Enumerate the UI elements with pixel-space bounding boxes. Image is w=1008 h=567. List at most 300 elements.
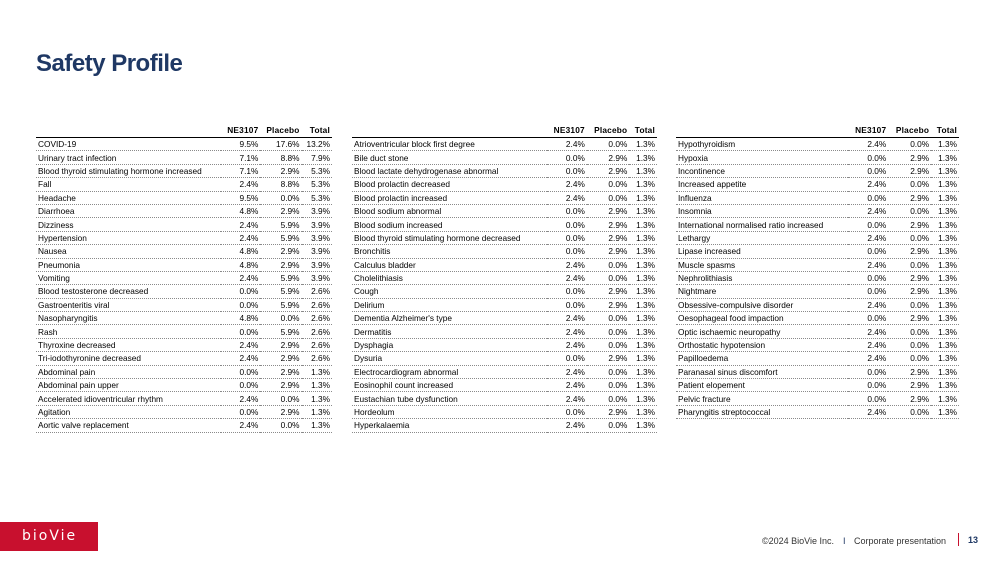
- event-name: Vomiting: [36, 271, 221, 284]
- ne3107-value: 2.4%: [547, 258, 587, 271]
- ne3107-value: 0.0%: [848, 312, 888, 325]
- event-name: Pneumonia: [36, 258, 221, 271]
- placebo-value: 17.6%: [260, 138, 301, 151]
- placebo-value: 0.0%: [888, 298, 931, 311]
- total-value: 2.6%: [302, 325, 332, 338]
- event-name: Incontinence: [676, 164, 848, 177]
- placebo-value: 0.0%: [260, 419, 301, 432]
- placebo-value: 0.0%: [888, 352, 931, 365]
- placebo-value: 2.9%: [888, 365, 931, 378]
- total-value: 1.3%: [931, 365, 959, 378]
- ne3107-value: 0.0%: [547, 164, 587, 177]
- placebo-value: 0.0%: [587, 392, 629, 405]
- table-row: [352, 338, 657, 351]
- table-row: [676, 379, 959, 392]
- total-value: 1.3%: [931, 312, 959, 325]
- event-name: Dementia Alzheimer's type: [352, 312, 547, 325]
- total-value: 1.3%: [629, 231, 657, 244]
- table-row: [676, 405, 959, 418]
- ne3107-value: 0.0%: [848, 285, 888, 298]
- placebo-value: 0.0%: [888, 258, 931, 271]
- event-name: International normalised ratio increased: [676, 218, 848, 231]
- safety-table-1: [36, 124, 332, 433]
- table-row: [676, 151, 959, 164]
- total-value: 2.6%: [302, 298, 332, 311]
- ne3107-value: 0.0%: [221, 379, 260, 392]
- table-row: [352, 178, 657, 191]
- table-row: [676, 231, 959, 244]
- total-value: 1.3%: [629, 379, 657, 392]
- event-name: Blood thyroid stimulating hormone increased: [36, 164, 221, 177]
- table-row: [36, 419, 332, 432]
- ne3107-value: 4.8%: [221, 312, 260, 325]
- placebo-value: 2.9%: [587, 298, 629, 311]
- total-value: 1.3%: [629, 164, 657, 177]
- event-name: Electrocardiogram abnormal: [352, 365, 547, 378]
- event-name: Atrioventricular block first degree: [352, 138, 547, 151]
- event-name: Increased appetite: [676, 178, 848, 191]
- placebo-value: 0.0%: [587, 271, 629, 284]
- event-name: Dizziness: [36, 218, 221, 231]
- event-name: Urinary tract infection: [36, 151, 221, 164]
- table-row: [36, 325, 332, 338]
- event-name: Accelerated idioventricular rhythm: [36, 392, 221, 405]
- placebo-value: 2.9%: [260, 258, 301, 271]
- placebo-value: 5.9%: [260, 271, 301, 284]
- ne3107-value: 0.0%: [547, 285, 587, 298]
- ne3107-value: 0.0%: [547, 298, 587, 311]
- placebo-value: 2.9%: [888, 312, 931, 325]
- event-name: Headache: [36, 191, 221, 204]
- table-row: [352, 164, 657, 177]
- ne3107-value: 2.4%: [547, 392, 587, 405]
- event-name: Rash: [36, 325, 221, 338]
- footer-separator: I: [843, 536, 846, 546]
- event-name: Nasopharyngitis: [36, 312, 221, 325]
- header-placebo: Placebo: [895, 125, 930, 135]
- event-name: Gastroenteritis viral: [36, 298, 221, 311]
- event-name: Patient elopement: [676, 379, 848, 392]
- table-row: [352, 298, 657, 311]
- table-row: [676, 138, 959, 151]
- table-row: [676, 245, 959, 258]
- ne3107-value: 0.0%: [848, 218, 888, 231]
- total-value: 1.3%: [629, 178, 657, 191]
- total-value: 2.6%: [302, 285, 332, 298]
- table-row: [352, 191, 657, 204]
- header-placebo: Placebo: [594, 125, 628, 135]
- event-name: Hypertension: [36, 231, 221, 244]
- table-row: [352, 419, 657, 432]
- placebo-value: 0.0%: [888, 204, 931, 217]
- event-name: Blood thyroid stimulating hormone decreased: [352, 231, 547, 244]
- ne3107-value: 2.4%: [547, 271, 587, 284]
- total-value: 5.3%: [302, 164, 332, 177]
- event-name: Nausea: [36, 245, 221, 258]
- ne3107-value: 2.4%: [547, 312, 587, 325]
- event-name: Nephrolithiasis: [676, 271, 848, 284]
- total-value: 1.3%: [931, 151, 959, 164]
- event-name: Oesophageal food impaction: [676, 312, 848, 325]
- total-value: 1.3%: [302, 419, 332, 432]
- event-name: Pelvic fracture: [676, 392, 848, 405]
- placebo-value: 5.9%: [260, 298, 301, 311]
- ne3107-value: 0.0%: [547, 405, 587, 418]
- total-value: 1.3%: [302, 365, 332, 378]
- placebo-value: 2.9%: [587, 352, 629, 365]
- total-value: 3.9%: [302, 218, 332, 231]
- total-value: 1.3%: [629, 271, 657, 284]
- event-name: Eustachian tube dysfunction: [352, 392, 547, 405]
- table-row: [352, 204, 657, 217]
- total-value: 1.3%: [302, 392, 332, 405]
- placebo-value: 2.9%: [888, 191, 931, 204]
- total-value: 2.6%: [302, 352, 332, 365]
- logo-text: bioVie: [22, 528, 78, 544]
- table-row: [36, 218, 332, 231]
- table-row: [352, 325, 657, 338]
- event-name: Lipase increased: [676, 245, 848, 258]
- header-event: [36, 124, 221, 138]
- table-row: [352, 258, 657, 271]
- total-value: 1.3%: [931, 298, 959, 311]
- placebo-value: 0.0%: [587, 191, 629, 204]
- event-name: Blood sodium abnormal: [352, 204, 547, 217]
- total-value: 1.3%: [629, 352, 657, 365]
- event-name: Cough: [352, 285, 547, 298]
- footer-divider: [958, 533, 959, 546]
- ne3107-value: 9.5%: [221, 138, 260, 151]
- table-row: [676, 178, 959, 191]
- total-value: 1.3%: [931, 178, 959, 191]
- table-row: [676, 312, 959, 325]
- table-row: [676, 204, 959, 217]
- event-name: Insomnia: [676, 204, 848, 217]
- table-row: [676, 338, 959, 351]
- ne3107-value: 0.0%: [848, 271, 888, 284]
- total-value: 1.3%: [931, 392, 959, 405]
- placebo-value: 2.9%: [888, 379, 931, 392]
- placebo-value: 0.0%: [587, 258, 629, 271]
- table-row: [36, 271, 332, 284]
- placebo-value: 2.9%: [587, 245, 629, 258]
- total-value: 3.9%: [302, 245, 332, 258]
- ne3107-value: 0.0%: [221, 298, 260, 311]
- event-name: Lethargy: [676, 231, 848, 244]
- event-name: Diarrhoea: [36, 204, 221, 217]
- placebo-value: 2.9%: [888, 245, 931, 258]
- placebo-value: 8.8%: [260, 178, 301, 191]
- total-value: 1.3%: [931, 271, 959, 284]
- ne3107-value: 0.0%: [547, 231, 587, 244]
- table-row: [36, 231, 332, 244]
- header-ne3107: NE3107: [553, 125, 585, 135]
- total-value: 1.3%: [629, 325, 657, 338]
- event-name: Hypoxia: [676, 151, 848, 164]
- ne3107-value: 0.0%: [221, 285, 260, 298]
- table-row: [36, 138, 332, 151]
- placebo-value: 8.8%: [260, 151, 301, 164]
- placebo-value: 0.0%: [587, 419, 629, 432]
- event-name: Blood testosterone decreased: [36, 285, 221, 298]
- table-row: [36, 178, 332, 191]
- event-name: Dysphagia: [352, 338, 547, 351]
- event-name: Hypothyroidism: [676, 138, 848, 151]
- event-name: Tri-iodothyronine decreased: [36, 352, 221, 365]
- total-value: 1.3%: [629, 298, 657, 311]
- event-name: Blood prolactin decreased: [352, 178, 547, 191]
- ne3107-value: 2.4%: [221, 352, 260, 365]
- placebo-value: 2.9%: [260, 352, 301, 365]
- total-value: 1.3%: [629, 151, 657, 164]
- ne3107-value: 2.4%: [848, 298, 888, 311]
- ne3107-value: 0.0%: [848, 245, 888, 258]
- total-value: 1.3%: [629, 204, 657, 217]
- total-value: 1.3%: [931, 338, 959, 351]
- placebo-value: 0.0%: [260, 191, 301, 204]
- ne3107-value: 2.4%: [221, 338, 260, 351]
- placebo-value: 2.9%: [260, 405, 301, 418]
- page-number: 13: [968, 535, 979, 545]
- event-name: Cholelithiasis: [352, 271, 547, 284]
- placebo-value: 0.0%: [587, 138, 629, 151]
- ne3107-value: 7.1%: [221, 164, 260, 177]
- ne3107-value: 2.4%: [221, 419, 260, 432]
- ne3107-value: 0.0%: [848, 164, 888, 177]
- event-name: Calculus bladder: [352, 258, 547, 271]
- table-row: [36, 312, 332, 325]
- total-value: 1.3%: [629, 191, 657, 204]
- total-value: 1.3%: [629, 218, 657, 231]
- table-row: [36, 338, 332, 351]
- footer-presentation-label: Corporate presentation: [854, 536, 947, 546]
- ne3107-value: 4.8%: [221, 204, 260, 217]
- table-row: [36, 258, 332, 271]
- header-event: [676, 124, 848, 138]
- ne3107-value: 0.0%: [848, 365, 888, 378]
- event-name: Orthostatic hypotension: [676, 338, 848, 351]
- total-value: 1.3%: [931, 325, 959, 338]
- total-value: 1.3%: [931, 352, 959, 365]
- total-value: 1.3%: [629, 392, 657, 405]
- total-value: 1.3%: [931, 164, 959, 177]
- table-row: [676, 164, 959, 177]
- footer-copyright: ©2024 BioVie Inc.: [761, 536, 834, 546]
- total-value: 1.3%: [629, 312, 657, 325]
- ne3107-value: 2.4%: [848, 338, 888, 351]
- event-name: Delirium: [352, 298, 547, 311]
- event-name: Dysuria: [352, 352, 547, 365]
- ne3107-value: 0.0%: [848, 151, 888, 164]
- table-row: [676, 271, 959, 284]
- total-value: 1.3%: [629, 338, 657, 351]
- total-value: 3.9%: [302, 258, 332, 271]
- total-value: 13.2%: [302, 138, 332, 151]
- total-value: 3.9%: [302, 231, 332, 244]
- table-row: [36, 245, 332, 258]
- placebo-value: 0.0%: [888, 338, 931, 351]
- ne3107-value: 0.0%: [848, 191, 888, 204]
- event-name: Abdominal pain: [36, 365, 221, 378]
- placebo-value: 2.9%: [260, 338, 301, 351]
- placebo-value: 2.9%: [587, 218, 629, 231]
- total-value: 1.3%: [931, 245, 959, 258]
- total-value: 1.3%: [931, 191, 959, 204]
- total-value: 1.3%: [629, 365, 657, 378]
- event-name: Fall: [36, 178, 221, 191]
- table-row: [352, 285, 657, 298]
- placebo-value: 0.0%: [587, 178, 629, 191]
- ne3107-value: 2.4%: [848, 258, 888, 271]
- total-value: 1.3%: [302, 379, 332, 392]
- event-name: Bile duct stone: [352, 151, 547, 164]
- placebo-value: 2.9%: [888, 285, 931, 298]
- total-value: 1.3%: [931, 218, 959, 231]
- placebo-value: 2.9%: [260, 164, 301, 177]
- table-header-row: [676, 124, 959, 138]
- placebo-value: 2.9%: [888, 271, 931, 284]
- total-value: 1.3%: [931, 379, 959, 392]
- placebo-value: 2.9%: [260, 245, 301, 258]
- table-row: [352, 352, 657, 365]
- event-name: Nightmare: [676, 285, 848, 298]
- total-value: 7.9%: [302, 151, 332, 164]
- table-row: [352, 271, 657, 284]
- event-name: Bronchitis: [352, 245, 547, 258]
- event-name: Eosinophil count increased: [352, 379, 547, 392]
- table-row: [676, 218, 959, 231]
- ne3107-value: 4.8%: [221, 258, 260, 271]
- table-row: [36, 204, 332, 217]
- ne3107-value: 2.4%: [547, 138, 587, 151]
- table-row: [352, 365, 657, 378]
- placebo-value: 2.9%: [888, 392, 931, 405]
- ne3107-value: 2.4%: [547, 419, 587, 432]
- ne3107-value: 2.4%: [547, 325, 587, 338]
- event-name: COVID-19: [36, 138, 221, 151]
- placebo-value: 0.0%: [888, 178, 931, 191]
- placebo-value: 2.9%: [587, 231, 629, 244]
- table-row: [36, 392, 332, 405]
- table-row: [36, 352, 332, 365]
- header-placebo: Placebo: [266, 125, 300, 135]
- total-value: 1.3%: [629, 419, 657, 432]
- placebo-value: 0.0%: [888, 405, 931, 418]
- table-row: [352, 392, 657, 405]
- placebo-value: 0.0%: [260, 312, 301, 325]
- placebo-value: 2.9%: [587, 151, 629, 164]
- total-value: 2.6%: [302, 312, 332, 325]
- table-header-row: [36, 124, 332, 138]
- total-value: 1.3%: [931, 138, 959, 151]
- ne3107-value: 2.4%: [848, 352, 888, 365]
- ne3107-value: 2.4%: [547, 178, 587, 191]
- total-value: 1.3%: [629, 258, 657, 271]
- header-ne3107: NE3107: [227, 125, 259, 135]
- table-row: [36, 285, 332, 298]
- total-value: 1.3%: [302, 405, 332, 418]
- ne3107-value: 2.4%: [547, 338, 587, 351]
- placebo-value: 2.9%: [888, 218, 931, 231]
- total-value: 1.3%: [629, 138, 657, 151]
- event-name: Blood lactate dehydrogenase abnormal: [352, 164, 547, 177]
- table-header-row: [352, 124, 657, 138]
- ne3107-value: 9.5%: [221, 191, 260, 204]
- header-total: Total: [309, 125, 330, 135]
- ne3107-value: 2.4%: [547, 191, 587, 204]
- total-value: 2.6%: [302, 338, 332, 351]
- ne3107-value: 2.4%: [848, 405, 888, 418]
- ne3107-value: 0.0%: [547, 245, 587, 258]
- event-name: Optic ischaemic neuropathy: [676, 325, 848, 338]
- event-name: Pharyngitis streptococcal: [676, 405, 848, 418]
- table-row: [36, 405, 332, 418]
- event-name: Blood sodium increased: [352, 218, 547, 231]
- ne3107-value: 2.4%: [221, 218, 260, 231]
- table-row: [676, 325, 959, 338]
- header-event: [352, 124, 547, 138]
- placebo-value: 0.0%: [888, 325, 931, 338]
- placebo-value: 0.0%: [587, 338, 629, 351]
- total-value: 1.3%: [931, 285, 959, 298]
- header-ne3107: NE3107: [855, 125, 887, 135]
- event-name: Dermatitis: [352, 325, 547, 338]
- table-row: [676, 191, 959, 204]
- biovie-logo: [0, 522, 98, 551]
- header-total: Total: [936, 125, 957, 135]
- ne3107-value: 2.4%: [221, 271, 260, 284]
- ne3107-value: 0.0%: [848, 379, 888, 392]
- safety-table-2: [352, 124, 657, 433]
- table-row: [36, 151, 332, 164]
- event-name: Paranasal sinus discomfort: [676, 365, 848, 378]
- page-title: Safety Profile: [36, 50, 183, 77]
- event-name: Hordeolum: [352, 405, 547, 418]
- table-row: [676, 352, 959, 365]
- safety-table-3: [676, 124, 959, 419]
- event-name: Hyperkalaemia: [352, 419, 547, 432]
- total-value: 1.3%: [931, 258, 959, 271]
- placebo-value: 0.0%: [260, 392, 301, 405]
- table-row: [676, 298, 959, 311]
- placebo-value: 0.0%: [587, 365, 629, 378]
- ne3107-value: 0.0%: [547, 218, 587, 231]
- ne3107-value: 2.4%: [221, 231, 260, 244]
- table-row: [676, 285, 959, 298]
- placebo-value: 2.9%: [260, 379, 301, 392]
- placebo-value: 0.0%: [587, 379, 629, 392]
- total-value: 1.3%: [931, 204, 959, 217]
- ne3107-value: 2.4%: [848, 325, 888, 338]
- placebo-value: 0.0%: [587, 325, 629, 338]
- event-name: Agitation: [36, 405, 221, 418]
- total-value: 1.3%: [629, 245, 657, 258]
- placebo-value: 2.9%: [587, 204, 629, 217]
- event-name: Muscle spasms: [676, 258, 848, 271]
- header-total: Total: [634, 125, 655, 135]
- placebo-value: 2.9%: [587, 405, 629, 418]
- ne3107-value: 2.4%: [547, 379, 587, 392]
- placebo-value: 2.9%: [587, 285, 629, 298]
- table-row: [36, 298, 332, 311]
- ne3107-value: 2.4%: [547, 365, 587, 378]
- placebo-value: 5.9%: [260, 218, 301, 231]
- placebo-value: 5.9%: [260, 285, 301, 298]
- table-row: [352, 151, 657, 164]
- event-name: Papilloedema: [676, 352, 848, 365]
- table-row: [352, 312, 657, 325]
- total-value: 1.3%: [931, 405, 959, 418]
